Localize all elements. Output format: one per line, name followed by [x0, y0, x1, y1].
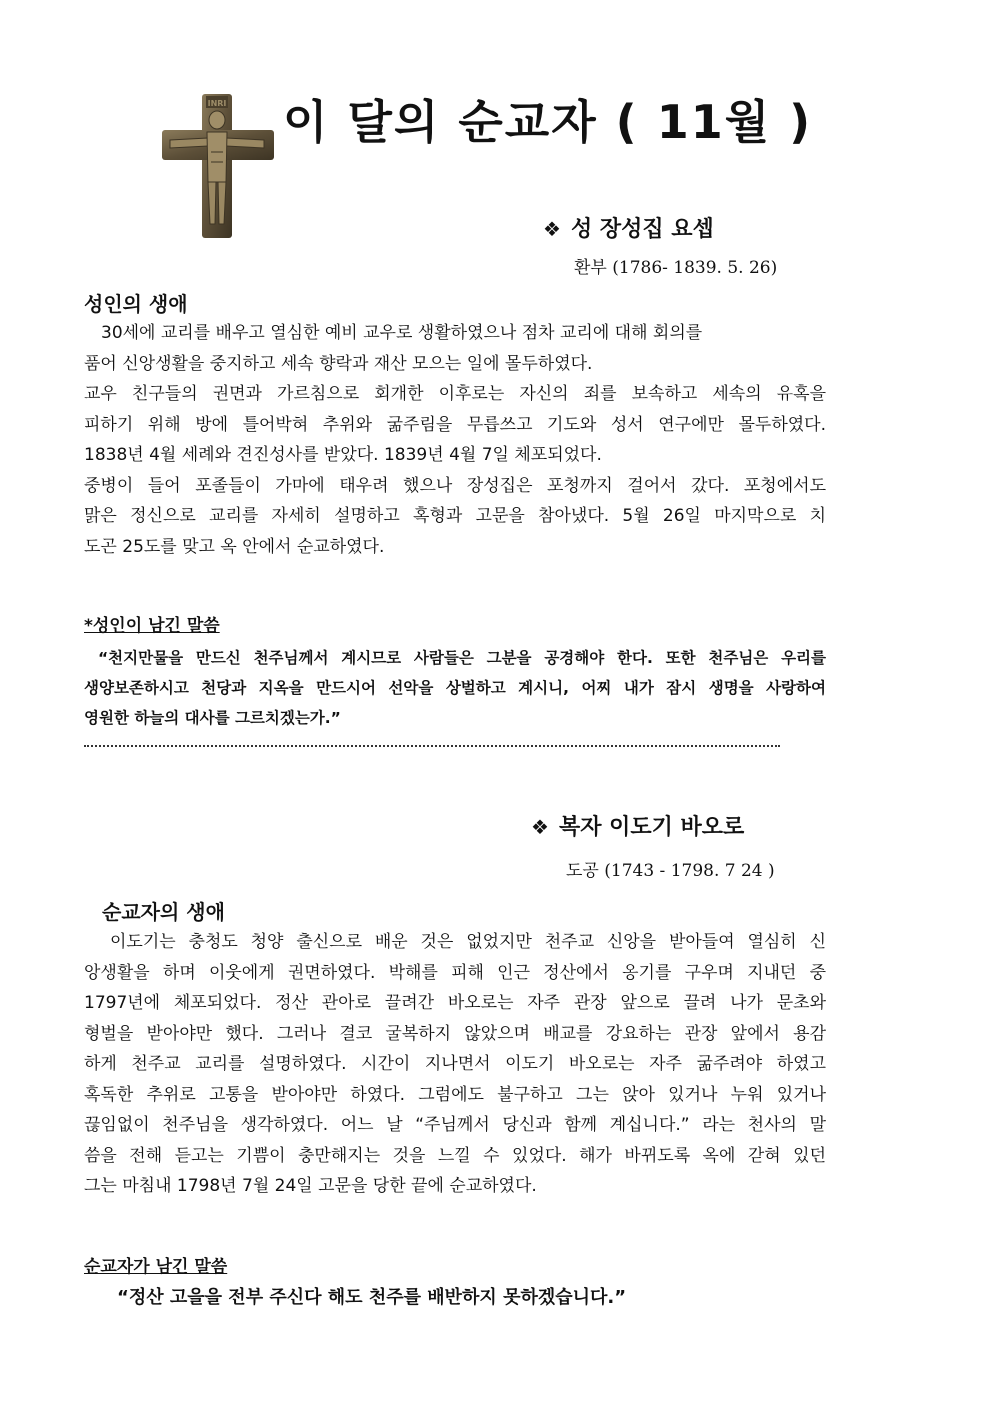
- saint1-life-line: 도곤 25도를 맞고 옥 안에서 순교하였다.: [84, 536, 385, 557]
- saint1-life-text: [84, 318, 826, 562]
- saint2-life-line: 혹독한 추위로 고통을 받아야만 하였다. 그럼에도 불구하고 그는 앉아 있거나 누워 있거나: [84, 1084, 826, 1105]
- inri-inscription: INRI: [207, 99, 227, 108]
- saint2-dates: 도공 (1743 - 1798. 7 24 ): [566, 861, 775, 881]
- saint1-name-text: 성 장성집 요셉: [570, 217, 714, 242]
- saint2-life-heading: 순교자의 생애: [102, 900, 225, 924]
- saint2-life-line: 씀을 전해 듣고는 기쁨이 충만해지는 것을 느낄 수 있었다. 해가 바뀌도록 옥에 갇혀 있던: [84, 1145, 826, 1166]
- saint1-name: [543, 212, 714, 243]
- saint2-life-line: 그는 마침내 1798년 7월 24일 고문을 당한 끝에 순교하였다.: [84, 1176, 537, 1196]
- saint2-life-line: 앙생활을 하며 이웃에게 권면하였다. 박해를 피해 인근 정산에서 옹기를 구우며 지내던 중: [84, 962, 826, 983]
- saint2-name-text: 복자 이도기 바오로: [558, 815, 745, 840]
- dotted-divider: [84, 745, 780, 747]
- saint1-quote-line: 생양보존하시고 천당과 지옥을 만드시어 선악을 상벌하고 계시니, 어찌 내가 잠시 생명을 사랑하여: [84, 679, 826, 697]
- saint1-life-line: 교우 친구들의 권면과 가르침으로 회개한 이후로는 자신의 죄를 보속하고 세속의 유혹을: [84, 384, 826, 404]
- saint2-life-line: 이도기는 충청도 청양 출신으로 배운 것은 없었지만 천주교 신앙을 받아들여 열심히 신: [110, 932, 826, 952]
- saint1-quote-line: 영원한 하늘의 대사를 그르치겠는가.”: [84, 709, 341, 727]
- diamond-bullet-icon: ❖: [531, 815, 549, 839]
- saint1-dates: 환부 (1786- 1839. 5. 26): [574, 258, 778, 278]
- saint1-life-line: 피하기 위해 방에 틀어박혀 추위와 굶주림을 무릅쓰고 기도와 성서 연구에만 몰두하였다.: [84, 414, 826, 435]
- saint1-life-heading: 성인의 생애: [84, 292, 188, 316]
- saint1-life-line: 중병이 들어 포졸들이 가마에 태우려 했으나 장성집은 포청까지 걸어서 갔다. 포청에서도: [84, 475, 826, 496]
- saint2-life-line: 1797년에 체포되었다. 정산 관아로 끌려간 바오로는 자주 관장 앞으로 끌려 나가 문초와: [84, 993, 826, 1013]
- saint1-life-line: 30세에 교리를 배우고 열심한 예비 교우로 생활하였으나 점차 교리에 대해 회의를: [101, 323, 703, 343]
- saint2-words-heading: 순교자가 남긴 말씀: [84, 1257, 228, 1277]
- saint2-life-text: [84, 927, 826, 1202]
- saint2-life-line: 하게 천주교 교리를 설명하였다. 시간이 지나면서 이도기 바오로는 자주 굶주려야 하였고: [84, 1054, 826, 1074]
- page-title: 이 달의 순교자 ( 11월 ): [283, 95, 813, 149]
- saint1-words-heading: *성인이 남긴 말씀: [84, 616, 220, 636]
- saint1-quote: [84, 643, 826, 733]
- crucifix-image: [160, 92, 276, 240]
- saint1-life-line: 맑은 정신으로 교리를 자세히 설명하고 혹형과 고문을 참아냈다. 5월 26일 마지막으로 치: [84, 506, 826, 526]
- saint2-life-line: 형벌을 받아야만 했다. 그러나 결코 굴복하지 않았으며 배교를 강요하는 관장 앞에서 용감: [84, 1023, 826, 1044]
- diamond-bullet-icon: ❖: [543, 217, 561, 241]
- saint1-life-line: 품어 신앙생활을 중지하고 세속 향락과 재산 모으는 일에 몰두하였다.: [84, 353, 593, 374]
- saint1-life-line: 1838년 4월 세례와 견진성사를 받았다. 1839년 4월 7일 체포되었다.: [84, 445, 602, 465]
- saint2-name: [531, 810, 744, 841]
- saint1-quote-line: “천지만물을 만드신 천주님께서 계시므로 사람들은 그분을 공경해야 한다. 또한 천주님은 우리를: [98, 649, 826, 667]
- saint2-life-line: 끊임없이 천주님을 생각하였다. 어느 날 “주님께서 당신과 함께 계십니다.” 라는 천사의 말: [84, 1115, 826, 1135]
- saint2-quote: “정산 고을을 전부 주신다 해도 천주를 배반하지 못하겠습니다.”: [117, 1287, 627, 1308]
